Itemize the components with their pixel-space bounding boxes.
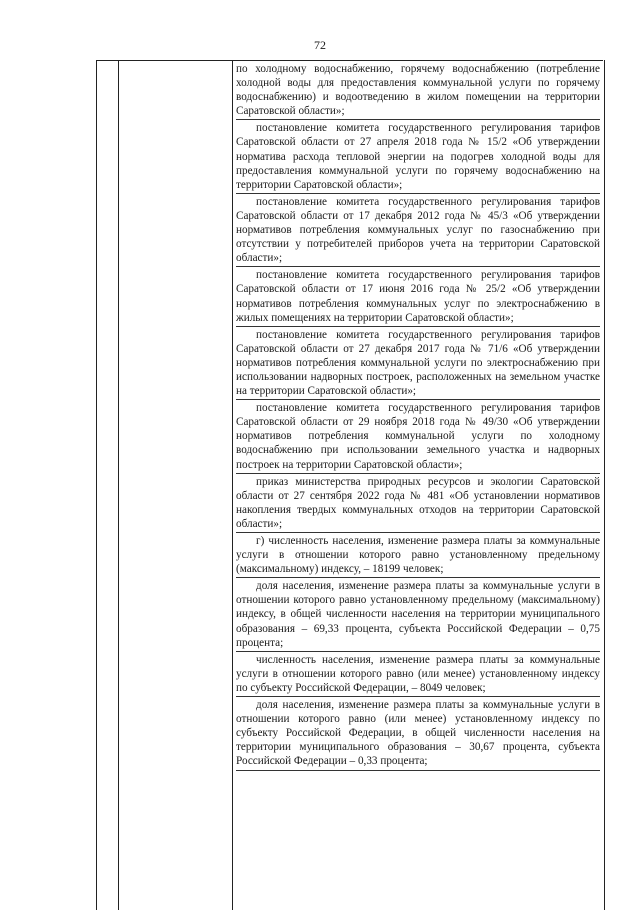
paragraph: постановление комитета государственного регулирования тарифов Саратовской области от 29 ноября 2018 года № 49/30 «Об утверждении нормативов потребления коммунальной услуги по холодному водоснабжению при использовании земельного участка и надворных построек на территории Саратовской области»; bbox=[236, 401, 600, 473]
table-column-divider-2 bbox=[232, 60, 233, 910]
table-column-divider-1 bbox=[118, 60, 119, 910]
paragraph: численность населения, изменение размера платы за коммунальные услуги в отношении которого равно (или менее) установленному индексу по субъекту Российской Федерации, – 8049 человек; bbox=[236, 653, 600, 697]
page-number: 72 bbox=[314, 38, 326, 52]
paragraph: постановление комитета государственного регулирования тарифов Саратовской области от 17 декабря 2012 года № 45/3 «Об утверждении нормативов потребления коммунальных услуг по газоснабжению при отсутствии у потребителей приборов учета на территории Саратовской области»; bbox=[236, 195, 600, 267]
paragraph: г) численность населения, изменение размера платы за коммунальные услуги в отношении которого равно установленному предельному (максимальному) индексу, – 18199 человек; bbox=[236, 534, 600, 578]
paragraph: постановление комитета государственного регулирования тарифов Саратовской области от 17 июня 2016 года № 25/2 «Об утверждении нормативов потребления коммунальных услуг по электроснабжению в жилых помещениях на территории Саратовской области»; bbox=[236, 268, 600, 326]
paragraph: по холодному водоснабжению, горячему водоснабжению (потребление холодной воды для предоставления коммунальной услуги по горячему водоснабжению) и водоотведению в жилом помещении на территории Саратовской области»; bbox=[236, 62, 600, 120]
paragraph: доля населения, изменение размера платы за коммунальные услуги в отношении которого равно (или менее) установленному индексу по субъекту Российской Федерации, в общей численности населения на территории муниципального образования – 30,67 процента, субъекта Российской Федерации – 0,33 процента; bbox=[236, 698, 600, 770]
paragraph: приказ министерства природных ресурсов и экологии Саратовской области от 27 сентября 2022 года № 481 «Об установлении нормативов накопления твердых коммунальных отходов на территории Саратовской области»; bbox=[236, 475, 600, 533]
paragraph: доля населения, изменение размера платы за коммунальные услуги в отношении которого равно установленному предельному (максимальному) индексу, в общей численности населения на территории муниципального образования – 69,33 процента, субъекта Российской Федерации – 0,75 процента; bbox=[236, 579, 600, 651]
paragraph: постановление комитета государственного регулирования тарифов Саратовской области от 27 апреля 2018 года № 15/2 «Об утверждении норматива расхода тепловой энергии на подогрев холодной воды для предоставления коммунальной услуги по горячему водоснабжению на территории Саратовской области»; bbox=[236, 121, 600, 193]
paragraph: постановление комитета государственного регулирования тарифов Саратовской области от 27 декабря 2017 года № 71/6 «Об утверждении нормативов потребления коммунальной услуги по электроснабжению при использовании надворных построек, расположенных на земельном участке на территории Саратовской области»; bbox=[236, 328, 600, 400]
table-content-cell bbox=[236, 62, 600, 772]
